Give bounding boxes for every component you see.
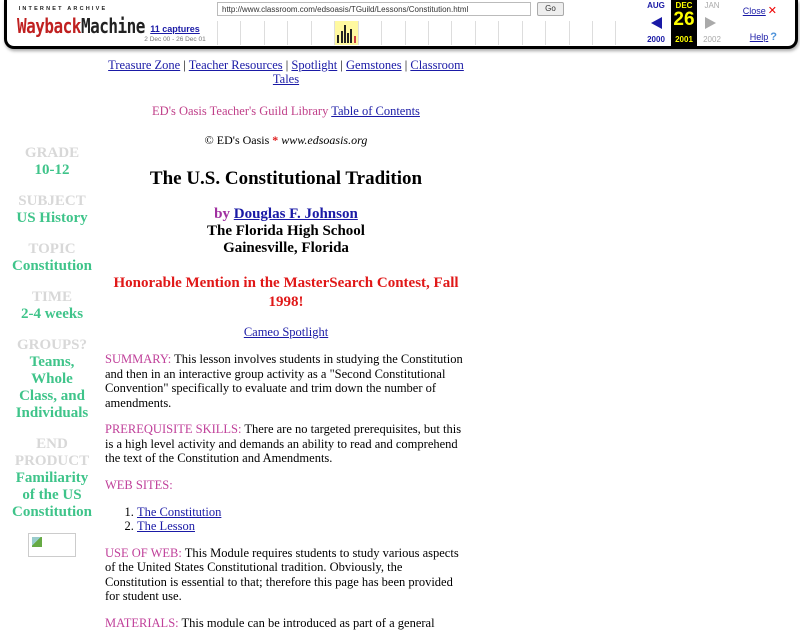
- use-of-web-text: This Module requires students to study various aspects of the United States Constitutional tradition. Obviously, the Constitution is essential to that; therefore this page has been provided for student use.: [105, 546, 459, 604]
- groups-value: Teams, Whole Class, and Individuals: [0, 354, 104, 422]
- cameo-spotlight-link[interactable]: Cameo Spotlight: [244, 325, 328, 339]
- library-name: ED's Oasis Teacher's Guild Library: [152, 104, 328, 118]
- materials-section: [105, 616, 467, 630]
- materials-label: MATERIALS:: [105, 616, 179, 630]
- sparkline-year[interactable]: [264, 21, 287, 45]
- broken-image-placeholder: [28, 533, 76, 557]
- list-item: [137, 505, 467, 520]
- sparkline-year-active[interactable]: [334, 21, 357, 45]
- sparkline-year[interactable]: [569, 21, 592, 45]
- author-line: [105, 206, 467, 223]
- cameo-spotlight: [105, 325, 467, 340]
- constitution-link[interactable]: The Constitution: [137, 505, 221, 519]
- next-month: JAN: [699, 1, 725, 10]
- close-toolbar[interactable]: [743, 4, 777, 17]
- logo-wayback-machine-text: [17, 14, 109, 38]
- end-product-value: Familiarity of the US Constitution: [0, 470, 104, 521]
- capture-sparkline[interactable]: [217, 21, 639, 45]
- next-capture: [699, 0, 725, 46]
- logo-machine-word: Machine: [81, 14, 145, 38]
- use-of-web-section: [105, 546, 467, 604]
- award-notice: Honorable Mention in the MasterSearch Contest, Fall 1998!: [105, 274, 467, 312]
- lesson-content: [105, 58, 467, 630]
- prerequisite-text: There are no targeted prerequisites, but this is a high level activity and demands an ability to read and comprehend the text of the Constitution and Amendments.: [105, 422, 461, 465]
- page-title: The U.S. Constitutional Tradition: [105, 168, 467, 190]
- site-nav: [105, 58, 467, 86]
- prerequisite-label: PREREQUISITE SKILLS:: [105, 422, 241, 436]
- by-label: by: [214, 206, 230, 222]
- close-link[interactable]: Close: [743, 6, 766, 16]
- prev-arrow-icon[interactable]: [651, 17, 662, 29]
- sparkline-year[interactable]: [358, 21, 381, 45]
- summary-section: [105, 352, 467, 410]
- sparkline-year[interactable]: [545, 21, 568, 45]
- help-toolbar[interactable]: [750, 31, 777, 43]
- sparkline-bar-current: [354, 36, 356, 43]
- current-day: 26: [671, 10, 697, 30]
- nav-classroom-tales[interactable]: Classroom Tales: [273, 58, 464, 86]
- sparkline-bar: [337, 35, 339, 43]
- current-month: DEC: [671, 1, 697, 10]
- close-x-icon[interactable]: ✕: [768, 5, 777, 17]
- next-arrow-icon: [705, 17, 716, 29]
- sparkline-year[interactable]: [381, 21, 404, 45]
- nav-gemstones[interactable]: Gemstones: [346, 58, 402, 72]
- sparkline-year[interactable]: [522, 21, 545, 45]
- summary-label: SUMMARY:: [105, 352, 171, 366]
- current-year: 2001: [671, 35, 697, 44]
- wayback-toolbar: [4, 0, 798, 49]
- nav-spotlight[interactable]: Spotlight: [291, 58, 337, 72]
- lesson-metadata-sidebar: [0, 145, 104, 557]
- summary-text: This lesson involves students in studying the Constitution and then in an interactive group activity as a "Second Constitutional Convention" specifically to evaluate and trim down the number of amendments.: [105, 352, 463, 410]
- sparkline-year[interactable]: [217, 21, 240, 45]
- subject-label: SUBJECT: [0, 193, 104, 210]
- grade-value: 10-12: [0, 162, 104, 179]
- next-year: 2002: [699, 35, 725, 44]
- school-name: The Florida High School: [105, 223, 467, 240]
- groups-label: GROUPS?: [0, 337, 104, 354]
- wayback-logo[interactable]: [17, 6, 109, 40]
- websites-heading: WEB SITES:: [105, 478, 467, 493]
- go-button[interactable]: Go: [537, 2, 564, 16]
- sparkline-bar: [347, 33, 349, 43]
- time-label: TIME: [0, 289, 104, 306]
- prev-month: AUG: [643, 1, 669, 10]
- lesson-link[interactable]: The Lesson: [137, 519, 195, 533]
- current-capture: [671, 0, 697, 46]
- school-location: Gainesville, Florida: [105, 240, 467, 257]
- logo-internet-archive-text: INTERNET ARCHIVE: [17, 6, 109, 12]
- site-url: www.edsoasis.org: [281, 133, 367, 147]
- nav-separator: |: [405, 58, 408, 72]
- copyright-line: [105, 133, 467, 148]
- nav-treasure-zone[interactable]: Treasure Zone: [108, 58, 180, 72]
- captures-link[interactable]: 11 captures: [135, 24, 215, 34]
- sparkline-year[interactable]: [475, 21, 498, 45]
- help-link[interactable]: Help: [750, 32, 769, 42]
- grade-label: GRADE: [0, 145, 104, 162]
- table-of-contents-link[interactable]: Table of Contents: [331, 104, 420, 118]
- use-of-web-label: USE OF WEB:: [105, 546, 182, 560]
- sparkline-year[interactable]: [451, 21, 474, 45]
- sparkline-year[interactable]: [240, 21, 263, 45]
- time-value: 2-4 weeks: [0, 306, 104, 323]
- sparkline-year[interactable]: [498, 21, 521, 45]
- materials-text: This module can be introduced as part of a general: [179, 616, 435, 630]
- nav-separator: |: [286, 58, 289, 72]
- websites-list: [105, 505, 467, 534]
- sparkline-year[interactable]: [311, 21, 334, 45]
- url-input[interactable]: http://www.classroom.com/edsoasis/TGuild/Lessons/Constitution.html: [217, 2, 531, 16]
- topic-value: Constitution: [0, 258, 104, 275]
- sparkline-year[interactable]: [405, 21, 428, 45]
- date-navigator: [641, 0, 751, 46]
- end-product-label: END PRODUCT: [0, 436, 104, 470]
- copyright-text: © ED's Oasis: [205, 133, 270, 147]
- captures-range: 2 Dec 00 - 26 Dec 01: [135, 36, 215, 43]
- logo-wayback-word: Wayback: [17, 14, 81, 38]
- list-item: [137, 519, 467, 534]
- prerequisite-section: [105, 422, 467, 466]
- sparkline-bar: [341, 31, 343, 43]
- sparkline-bar: [344, 25, 346, 43]
- star-icon: *: [272, 133, 278, 147]
- sparkline-year[interactable]: [287, 21, 310, 45]
- sparkline-year[interactable]: [592, 21, 615, 45]
- nav-separator: |: [183, 58, 186, 72]
- topic-label: TOPIC: [0, 241, 104, 258]
- library-line: [105, 104, 467, 119]
- author-link[interactable]: Douglas F. Johnson: [234, 206, 358, 222]
- nav-teacher-resources[interactable]: Teacher Resources: [189, 58, 283, 72]
- prev-year: 2000: [643, 35, 669, 44]
- nav-separator: |: [340, 58, 343, 72]
- subject-value: US History: [0, 210, 104, 227]
- sparkline-year[interactable]: [428, 21, 451, 45]
- help-question-icon[interactable]: ?: [770, 31, 777, 43]
- prev-capture[interactable]: [643, 0, 669, 46]
- sparkline-year[interactable]: [615, 21, 638, 45]
- broken-image-icon: [32, 537, 42, 547]
- sparkline-bar: [350, 29, 352, 43]
- captures-info: [135, 24, 215, 43]
- author-block: [105, 206, 467, 257]
